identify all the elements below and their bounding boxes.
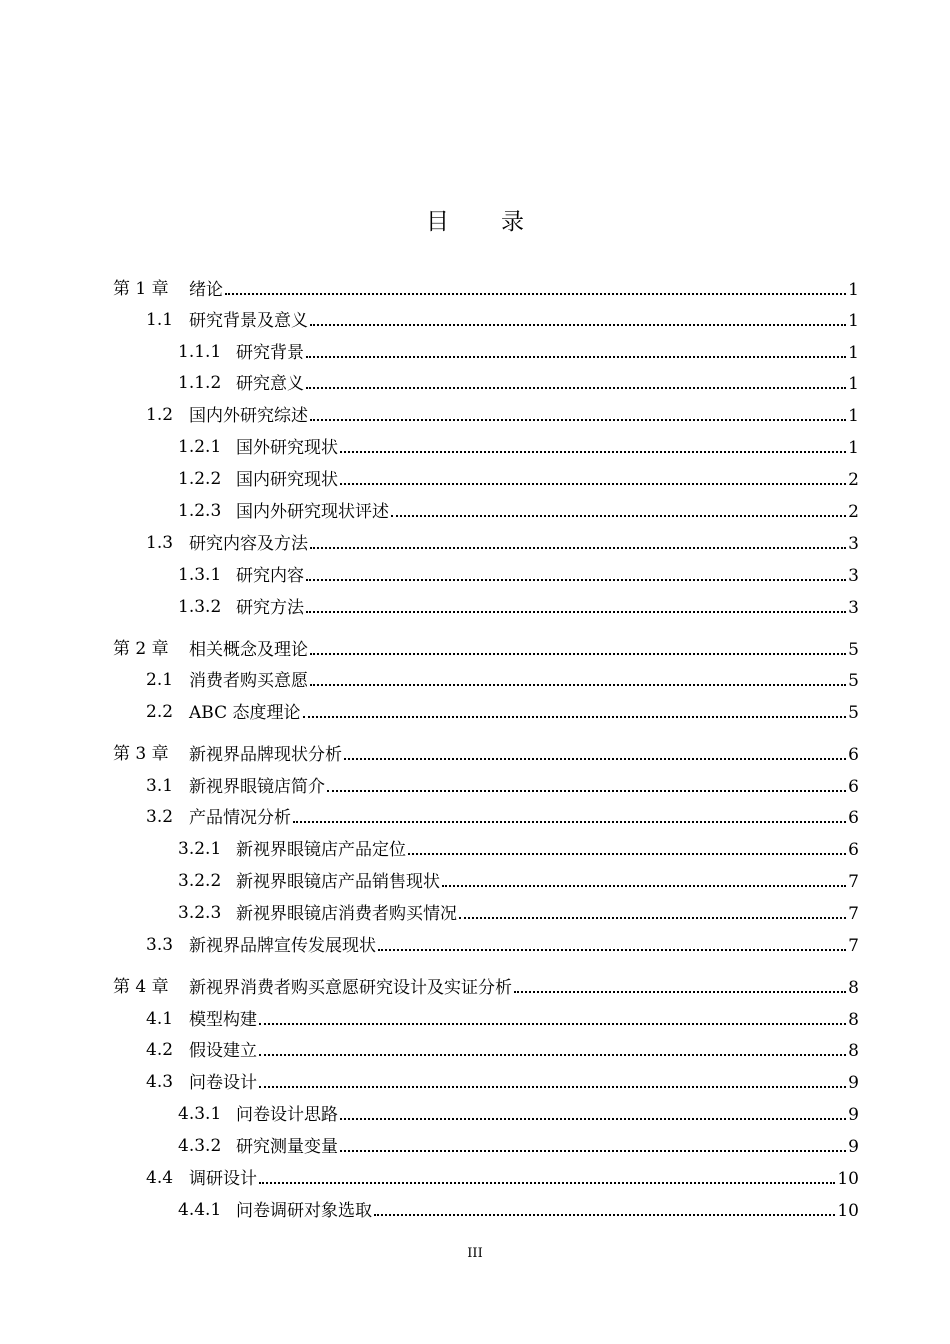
toc-entry[interactable]: [0, 594, 950, 620]
toc-entry-body: [189, 699, 859, 726]
toc-entry-page: 6: [848, 745, 859, 765]
toc-entry-body: [236, 466, 859, 493]
toc-entry-body: [236, 339, 859, 366]
toc-entry-label: 新视界眼镜店消费者购买情况: [236, 904, 457, 924]
toc-leader-dots: [459, 900, 846, 919]
toc-entry[interactable]: [0, 741, 950, 767]
toc-entry-label: 新视界眼镜店简介: [189, 777, 325, 797]
toc-entry-number: 3.2.2: [178, 871, 222, 891]
toc-title: [0, 203, 950, 236]
toc-entry[interactable]: [0, 1037, 950, 1063]
toc-entry-number: 3.1: [146, 776, 174, 796]
toc-title-char-2: 录: [501, 209, 524, 235]
toc-entry-number: 1.2: [146, 405, 174, 425]
toc-entry-number: 4.4: [146, 1168, 174, 1188]
toc-entry[interactable]: [0, 868, 950, 894]
toc-entry-label: ABC 态度理论: [189, 703, 301, 723]
toc-entry[interactable]: [0, 562, 950, 588]
toc-entry-page: 9: [848, 1137, 859, 1157]
toc-entry-number: 4.1: [146, 1009, 174, 1029]
toc-entry-label: 研究背景: [236, 343, 304, 363]
toc-entry-number: 第 3 章: [113, 744, 169, 764]
toc-entry-body: [189, 741, 859, 768]
toc-leader-dots: [259, 1165, 835, 1184]
toc-entry[interactable]: [0, 932, 950, 958]
toc-entry[interactable]: [0, 402, 950, 428]
toc-entry-body: [189, 530, 859, 557]
toc-entry-label: 国外研究现状: [236, 438, 338, 458]
toc-leader-dots: [340, 434, 846, 453]
toc-entry-body: [236, 498, 859, 525]
toc-entry-body: [236, 868, 859, 895]
toc-leader-dots: [340, 1101, 846, 1120]
page-number: III: [467, 1246, 483, 1261]
toc-entry-page: 2: [848, 470, 859, 490]
toc-entry-label: 研究方法: [236, 598, 304, 618]
toc-leader-dots: [306, 594, 846, 613]
toc-leader-dots: [310, 636, 846, 655]
toc-entry-label: 新视界品牌宣传发展现状: [189, 936, 376, 956]
toc-entry[interactable]: [0, 699, 950, 725]
toc-entry-number: 1.2.1: [178, 437, 222, 457]
toc-entry[interactable]: [0, 1006, 950, 1032]
toc-leader-dots: [378, 932, 846, 951]
toc-entry-label: 消费者购买意愿: [189, 671, 308, 691]
toc-entry-label: 国内研究现状: [236, 470, 338, 490]
toc-entry[interactable]: [0, 498, 950, 524]
toc-entry-body: [236, 562, 859, 589]
toc-entry-page: 7: [848, 904, 859, 924]
toc-leader-dots: [310, 667, 846, 686]
toc-leader-dots: [306, 339, 846, 358]
toc-entry[interactable]: [0, 434, 950, 460]
toc-entry[interactable]: [0, 804, 950, 830]
toc-leader-dots: [327, 773, 846, 792]
toc-leader-dots: [310, 530, 846, 549]
toc-entry-number: 1.3: [146, 533, 174, 553]
toc-leader-dots: [306, 562, 846, 581]
toc-entry-label: 新视界眼镜店产品销售现状: [236, 872, 440, 892]
toc-leader-dots: [306, 370, 846, 389]
toc-entry[interactable]: [0, 1101, 950, 1127]
toc-entry-label: 国内外研究现状评述: [236, 502, 389, 522]
toc-entry-body: [236, 900, 859, 927]
toc-entry-page: 8: [848, 1010, 859, 1030]
toc-entry[interactable]: [0, 1133, 950, 1159]
toc-leader-dots: [391, 498, 846, 517]
toc-entry-body: [236, 836, 859, 863]
toc-entry-page: 6: [848, 777, 859, 797]
toc-entry-label: 问卷调研对象选取: [236, 1201, 372, 1221]
toc-entry-body: [189, 773, 859, 800]
toc-entry-page: 8: [848, 1041, 859, 1061]
toc-entry-page: 5: [848, 671, 859, 691]
toc-entry-body: [189, 636, 859, 663]
toc-entry-page: 5: [848, 703, 859, 723]
toc-entry[interactable]: [0, 1197, 950, 1223]
toc-entry[interactable]: [0, 900, 950, 926]
toc-entry-label: 绪论: [189, 280, 223, 300]
toc-entry-label: 研究背景及意义: [189, 311, 308, 331]
toc-entry-label: 模型构建: [189, 1010, 257, 1030]
toc-entry-page: 2: [848, 502, 859, 522]
toc-entry-body: [236, 370, 859, 397]
toc-entry-page: 8: [848, 978, 859, 998]
toc-entry-page: 6: [848, 808, 859, 828]
toc-entry-page: 3: [848, 598, 859, 618]
toc-entry-body: [236, 594, 859, 621]
toc-entry-body: [189, 1069, 859, 1096]
toc-entry[interactable]: [0, 530, 950, 556]
toc-entry-page: 1: [848, 374, 859, 394]
toc-entry-page: 5: [848, 640, 859, 660]
toc-entry-number: 3.3: [146, 935, 174, 955]
toc-entry-page: 1: [848, 280, 859, 300]
toc-entry-number: 1.2.2: [178, 469, 222, 489]
toc-entry-body: [236, 1197, 859, 1224]
toc-leader-dots: [310, 402, 846, 421]
toc-entry-page: 1: [848, 438, 859, 458]
toc-entry[interactable]: [0, 974, 950, 1000]
toc-entry-page: 9: [848, 1105, 859, 1125]
toc-entry[interactable]: [0, 1069, 950, 1095]
toc-leader-dots: [310, 307, 846, 326]
toc-entry-label: 假设建立: [189, 1041, 257, 1061]
toc-entry-page: 7: [848, 872, 859, 892]
toc-leader-dots: [340, 466, 846, 485]
toc-entry-label: 研究内容: [236, 566, 304, 586]
toc-entry-label: 新视界眼镜店产品定位: [236, 840, 406, 860]
toc-title-char-1: 目: [426, 209, 449, 235]
toc-entry-number: 2.2: [146, 702, 174, 722]
toc-entry-number: 1.1.1: [178, 342, 222, 362]
toc-entry-number: 第 1 章: [113, 279, 169, 299]
toc-entry-label: 新视界品牌现状分析: [189, 745, 342, 765]
toc-entry-page: 10: [837, 1201, 859, 1221]
toc-leader-dots: [344, 741, 846, 760]
toc-entry-number: 4.4.1: [178, 1200, 222, 1220]
toc-entry-body: [189, 804, 859, 831]
toc-leader-dots: [340, 1133, 846, 1152]
toc-entry-number: 3.2.1: [178, 839, 222, 859]
toc-entry-page: 1: [848, 406, 859, 426]
toc-entry-number: 3.2.3: [178, 903, 222, 923]
toc-entry[interactable]: [0, 667, 950, 693]
toc-entry-number: 4.3: [146, 1072, 174, 1092]
toc-entry-number: 2.1: [146, 670, 174, 690]
toc-entry-number: 1.3.2: [178, 597, 222, 617]
toc-entry-page: 7: [848, 936, 859, 956]
toc-entry-body: [189, 1165, 859, 1192]
toc-entry[interactable]: [0, 370, 950, 396]
toc-entry[interactable]: [0, 836, 950, 862]
toc-entry-label: 相关概念及理论: [189, 640, 308, 660]
toc-entry-number: 1.2.3: [178, 501, 222, 521]
toc-leader-dots: [259, 1006, 846, 1025]
toc-entry-number: 1.1: [146, 310, 174, 330]
toc-entry-body: [236, 434, 859, 461]
toc-entry-number: 第 2 章: [113, 639, 169, 659]
toc-entry[interactable]: [0, 307, 950, 333]
toc-entry-page: 3: [848, 534, 859, 554]
toc-entry[interactable]: [0, 339, 950, 365]
toc-entry-page: 6: [848, 840, 859, 860]
toc-entry-page: 3: [848, 566, 859, 586]
toc-entry-label: 问卷设计: [189, 1073, 257, 1093]
toc-entry-body: [236, 1101, 859, 1128]
toc-entry[interactable]: [0, 1165, 950, 1191]
toc-entry-number: 1.1.2: [178, 373, 222, 393]
toc-entry-number: 4.3.2: [178, 1136, 222, 1156]
toc-entry-label: 国内外研究综述: [189, 406, 308, 426]
toc-entry-label: 产品情况分析: [189, 808, 291, 828]
toc-entry-body: [189, 1006, 859, 1033]
toc-entry-page: 9: [848, 1073, 859, 1093]
toc-entry-label: 调研设计: [189, 1169, 257, 1189]
toc-entry-label: 问卷设计思路: [236, 1105, 338, 1125]
toc-leader-dots: [374, 1197, 835, 1216]
toc-leader-dots: [259, 1069, 846, 1088]
toc-entry[interactable]: [0, 636, 950, 662]
toc-leader-dots: [303, 699, 847, 718]
toc-entry-page: 1: [848, 311, 859, 331]
toc-entry-body: [236, 1133, 859, 1160]
toc-entry-label: 新视界消费者购买意愿研究设计及实证分析: [189, 978, 512, 998]
toc-entry-body: [189, 974, 859, 1001]
toc-entry[interactable]: [0, 466, 950, 492]
toc-leader-dots: [442, 868, 846, 887]
toc-entry-label: 研究测量变量: [236, 1137, 338, 1157]
toc-entry-body: [189, 1037, 859, 1064]
toc-entry[interactable]: [0, 773, 950, 799]
toc-entry-body: [189, 276, 859, 303]
toc-entry-label: 研究内容及方法: [189, 534, 308, 554]
toc-leader-dots: [293, 804, 846, 823]
toc-leader-dots: [514, 974, 846, 993]
toc-entry-page: 1: [848, 343, 859, 363]
toc-entry-number: 4.2: [146, 1040, 174, 1060]
toc-entry-number: 4.3.1: [178, 1104, 222, 1124]
toc-entry-number: 1.3.1: [178, 565, 222, 585]
toc-entry-body: [189, 402, 859, 429]
toc-entry-number: 3.2: [146, 807, 174, 827]
toc-entry-label: 研究意义: [236, 374, 304, 394]
toc-entry-body: [189, 932, 859, 959]
toc-leader-dots: [259, 1037, 846, 1056]
toc-leader-dots: [225, 276, 846, 295]
toc-entry-body: [189, 667, 859, 694]
toc-leader-dots: [408, 836, 846, 855]
toc-entry-number: 第 4 章: [113, 977, 169, 997]
toc-entry-page: 10: [837, 1169, 859, 1189]
toc-entry[interactable]: [0, 276, 950, 302]
toc-entry-body: [189, 307, 859, 334]
